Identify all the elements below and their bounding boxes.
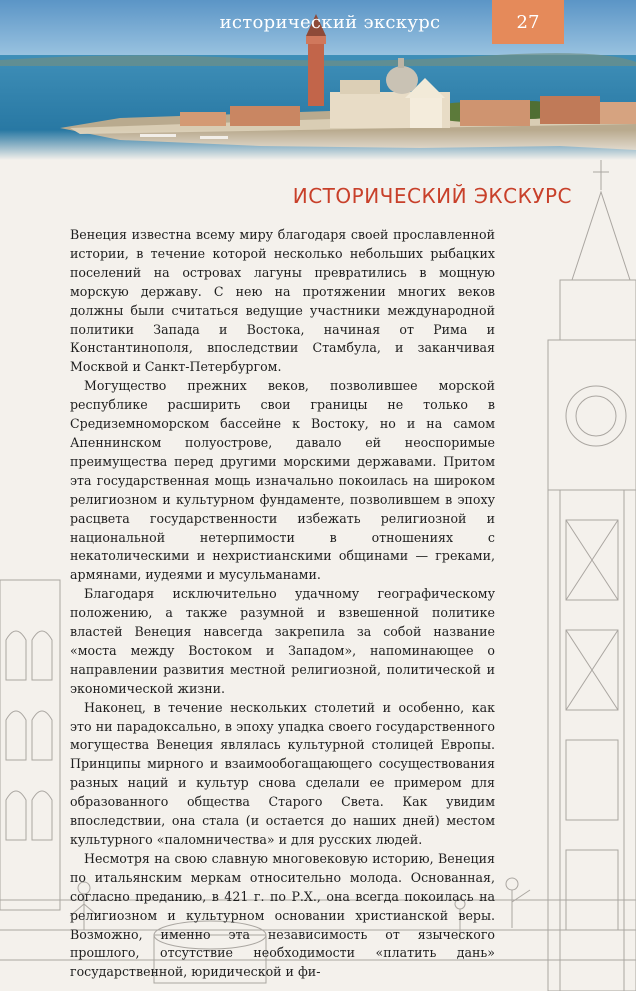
paragraph: Несмотря на свою славную многовековую историю, Венеция по итальянским меркам относительно молода. Основанная, согласно преданию, в 421 г. по Р.Х., она всегда покоилась на религиозном и культурном основании христианской веры. Возможно, именно эта независимость от языческого прошлого, отсутствие необходимости «платить дань» государственной, юридической и фи- [70, 850, 495, 980]
paragraph: Благодаря исключительно удачному географическому положению, а также разумной и взвешенной политике властей Венеция навсегда закрепила за собой название «моста между Востоком и Западом», напоминающее о направлении развития местной религиозной, политической и экономической жизни. [70, 586, 495, 696]
running-header-title: исторический экскурс [219, 12, 441, 33]
paragraph: Венеция известна всему миру благодаря своей прославленной истории, в течение которой несколько небольших рыбацких поселений на островах лагуны превратились в мощную морскую державу. С нею на протяжении многих веков должны были считаться ведущие участники международной политики Запада и Востока, начиная от Рима и Константинополя, впоследствии Стамбула, и заканчивая Москвой и Санкт-Петербургом. [70, 227, 495, 375]
section-heading: ИСТОРИЧЕСКИЙ ЭКСКУРС [292, 184, 572, 208]
paragraph: Могущество прежних веков, позволившее морской республике расширить свои границы не только в Средиземноморском бассейне к Востоку, но и на самом Апеннинском полуострове, давало ей неоспоримые преимущества перед другими морскими державами. Притом эта государственная мощь изначально покоилась на широком религиозном и культурном фундаменте, позволившем в эпоху расцвета государственности избежать религиозной и национальной нетерпимости в отношениях с некатолическими и нехристианскими общинами — греками, армянами, иудеями и мусульманами. [70, 378, 495, 583]
page-number: 27 [492, 0, 564, 44]
header-photo-band [0, 0, 636, 160]
article-body [70, 226, 495, 982]
header-fade [0, 130, 636, 160]
paragraph: Наконец, в течение нескольких столетий и особенно, как это ни парадоксально, в эпоху упадка своего государственного могущества Венеция являлась культурной столицей Европы. Принципы мирного и взаимообогащающего сосуществования разных наций и культур снова сделали ее примером для образованного общества Старого Света. Как увидим впоследствии, она стала (и остается до наших дней) местом культурного «паломничества» и для русских людей. [70, 699, 495, 847]
